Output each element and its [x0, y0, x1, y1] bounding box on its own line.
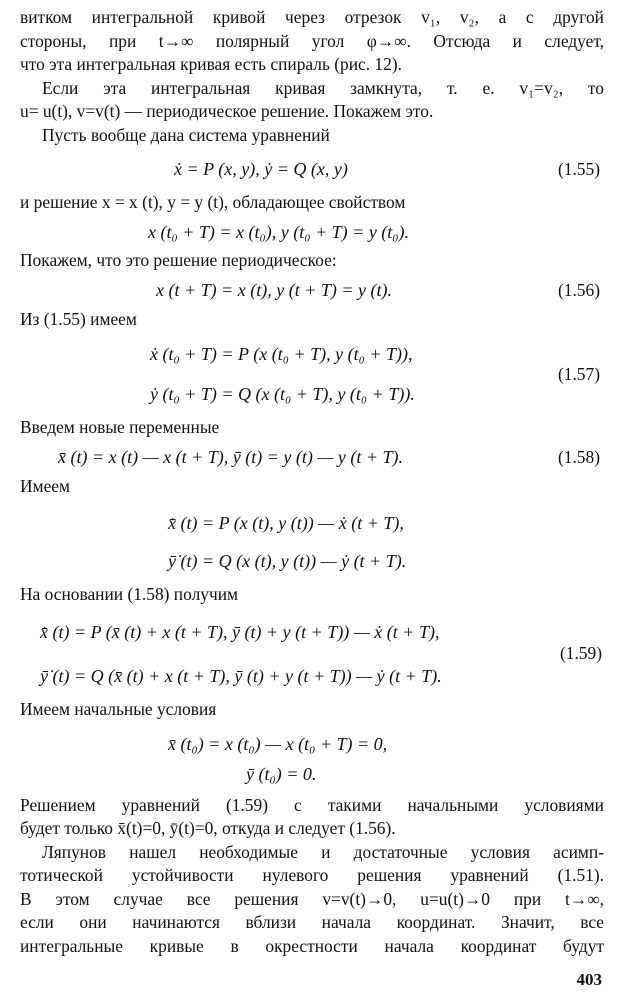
- text-line: Введем новые переменные: [20, 416, 220, 437]
- equation-line: x̄ (t₀) = x (t₀) — x (t₀ + T) = 0,: [168, 733, 388, 754]
- text-line: Решением уравнений (1.59) с такими начальными условиями: [20, 794, 604, 815]
- text-line: На основании (1.58) получим: [20, 583, 239, 604]
- text-line: будет только x̄(t)=0, ȳ(t)=0, откуда и следует (1.56).: [20, 818, 396, 838]
- equation-1-56: [20, 272, 604, 308]
- paragraph-closed-curve: [20, 77, 604, 124]
- equation-number: (1.57): [557, 363, 600, 384]
- equation-1-58: [20, 439, 604, 475]
- text-line: тотической устойчивости нулевого решения уравнений (1.51).: [20, 865, 604, 885]
- text-line: В этом случае все решения v=v(t)→0, u=u(t)→0 при t→∞,: [20, 888, 604, 909]
- equation-initial-conditions: [20, 722, 604, 794]
- equation-line: ẏ (t₀ + T) = Q (x (t₀ + T), y (t₀ + T)).: [150, 383, 415, 404]
- text-line: Имеем: [20, 476, 71, 496]
- equation-number: (1.59): [559, 643, 602, 663]
- text-line: Ляпунов нашел необходимые и достаточные условия асимп-: [42, 841, 604, 862]
- text-line: витком интегральной кривой через отрезок v₁, v₂, а с другой: [20, 7, 604, 27]
- equation-body: x (t₀ + T) = x (t₀), y (t₀ + T) = y (t₀).: [148, 221, 410, 242]
- equation-derivatives: [20, 499, 604, 583]
- equation-1-55: [20, 147, 604, 191]
- equation-line: ȳ (t₀) = 0.: [246, 763, 317, 784]
- equation-body: ẋ = P (x, y), ẏ = Q (x, y): [174, 159, 348, 179]
- equation-body: x (t + T) = x (t), y (t + T) = y (t).: [156, 280, 393, 300]
- equation-line: ȳ̇ (t) = Q (x (t), y (t)) — ẏ (t + T).: [168, 550, 407, 571]
- page-content: [20, 6, 604, 958]
- page-number: 403: [576, 970, 602, 989]
- text-line: и решение x = x (t), y = y (t), обладающее свойством: [20, 192, 406, 212]
- equation-line: ẋ (t₀ + T) = P (x (t₀ + T), y (t₀ + T)),: [150, 343, 413, 364]
- equation-line: ȳ̇ (t) = Q (x̄ (t) + x (t + T), ȳ (t) + y (t + T)) — ẏ (t + T).: [40, 666, 442, 686]
- text-line: Покажем, что это решение периодическое:: [20, 249, 337, 270]
- text-line: Если эта интегральная кривая замкнута, т. е. v₁=v₂, то: [42, 77, 604, 98]
- text-line: Из (1.55) имеем: [20, 309, 137, 329]
- text-line: если они начинаются вблизи начала координат. Значит, все: [20, 912, 604, 932]
- paragraph-lyapunov: [20, 841, 604, 959]
- text-line: Имеем начальные условия: [20, 699, 217, 719]
- paragraph-conclusion: [20, 794, 604, 841]
- equation-1-59: [20, 606, 604, 698]
- equation-number: (1.56): [557, 280, 600, 300]
- equation-number: (1.55): [557, 159, 600, 179]
- equation-line: x̄̇ (t) = P (x (t), y (t)) — ẋ (t + T),: [168, 512, 404, 533]
- text-line: стороны, при t→∞ полярный угол φ→∞. Отсюда и следует,: [20, 30, 604, 51]
- text-line: что эта интегральная кривая есть спираль (рис. 12).: [20, 54, 402, 74]
- equation-number: (1.58): [557, 447, 600, 467]
- equation-1-57: [20, 332, 604, 416]
- equation-line: x̄̇ (t) = P (x̄ (t) + x (t + T), ȳ (t) + y (t + T)) — ẋ (t + T),: [40, 622, 440, 642]
- equation-body: x̄ (t) = x (t) — x (t + T), ȳ (t) = y (t) — y (t + T).: [58, 447, 403, 467]
- text-line: Пусть вообще дана система уравнений: [42, 124, 330, 145]
- text-line: u= u(t), v=v(t) — периодическое решение. Покажем это.: [20, 101, 434, 121]
- paragraph-spiral: [20, 6, 604, 77]
- text-line: интегральные кривые в окрестности начала координат будут: [20, 935, 604, 956]
- equation-condition: [20, 215, 604, 249]
